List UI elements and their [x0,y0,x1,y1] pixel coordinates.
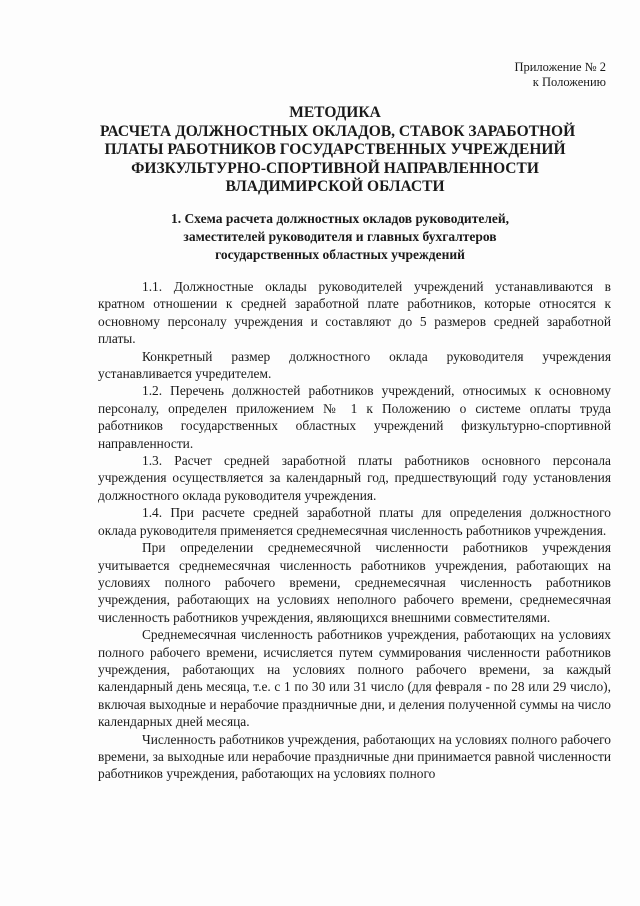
appendix-note [514,60,606,90]
section-heading [120,210,560,264]
paragraph-1-3: 1.3. Расчет средней заработной платы работников основного персонала учреждения осуществляется за календарный год, предшествующий году установления должностного оклада руководителя учреждения. [98,453,611,503]
paragraph-1-4: 1.4. При расчете средней заработной платы для определения должностного оклада руководителя применяется среднемесячная численность работников учреждения. [98,505,611,538]
section-heading-line: заместителей руководителя и главных бухгалтеров [183,229,497,244]
appendix-reference: к Положению [532,75,606,89]
title-line: ФИЗКУЛЬТУРНО-СПОРТИВНОЙ НАПРАВЛЕННОСТИ [131,159,539,177]
title-line: ВЛАДИМИРСКОЙ ОБЛАСТИ [225,178,445,195]
paragraph-1-2: 1.2. Перечень должностей работников учреждений, относимых к основному персоналу, определен приложением № 1 к Положению о системе оплаты труда работников государственных областных учреждений физкультурно-спортивной направленности. [98,383,611,451]
appendix-number: Приложение № 2 [514,60,606,74]
document-title [100,104,576,197]
paragraph-headcount-definition: При определении среднемесячной численности работников учреждения учитывается среднемесячная численность работников учреждения, работающих на условиях полного рабочего времени, среднемесячная численность работников учреждения, работающих на условиях неполного рабочего времени, среднемесячная численность работников учреждения, являющихся внешними совместителями. [98,540,611,625]
title-line: МЕТОДИКА [289,104,381,121]
paragraph-1-1: 1.1. Должностные оклады руководителей учреждений устанавливаются в кратном отношении к средней заработной плате работников, которые относятся к основному персоналу учреждения и составляют до 5 размеров средней заработной платы. [98,279,611,347]
body-text [98,278,611,783]
section-heading-line: 1. Схема расчета должностных окладов руководителей, [170,211,510,226]
paragraph-holidays-headcount: Численность работников учреждения, работающих на условиях полного рабочего времени, за выходные или нерабочие праздничные дни принимается равной численности работников учреждения, работающих на условиях полного [98,731,611,782]
paragraph-average-headcount: Среднемесячная численность работников учреждения, работающих на условиях полного рабочего времени, исчисляется путем суммирования численности работников учреждения, работающих на условиях полного рабочего времени, за каждый календарный день месяца, т.е. с 1 по 30 или 31 число (для февраля - по 28 или 29 число), включая выходные и нерабочие праздничные дни, и деления полученной суммы на число календарных дней месяца. [98,627,611,730]
title-line: ПЛАТЫ РАБОТНИКОВ ГОСУДАРСТВЕННЫХ УЧРЕЖДЕНИЙ [104,141,566,158]
title-line: РАСЧЕТА ДОЛЖНОСТНЫХ ОКЛАДОВ, СТАВОК ЗАРАБОТНОЙ [100,122,576,140]
paragraph-founder: Конкретный размер должностного оклада руководителя учреждения устанавливается учредителем. [98,348,611,382]
section-heading-line: государственных областных учреждений [215,247,465,262]
